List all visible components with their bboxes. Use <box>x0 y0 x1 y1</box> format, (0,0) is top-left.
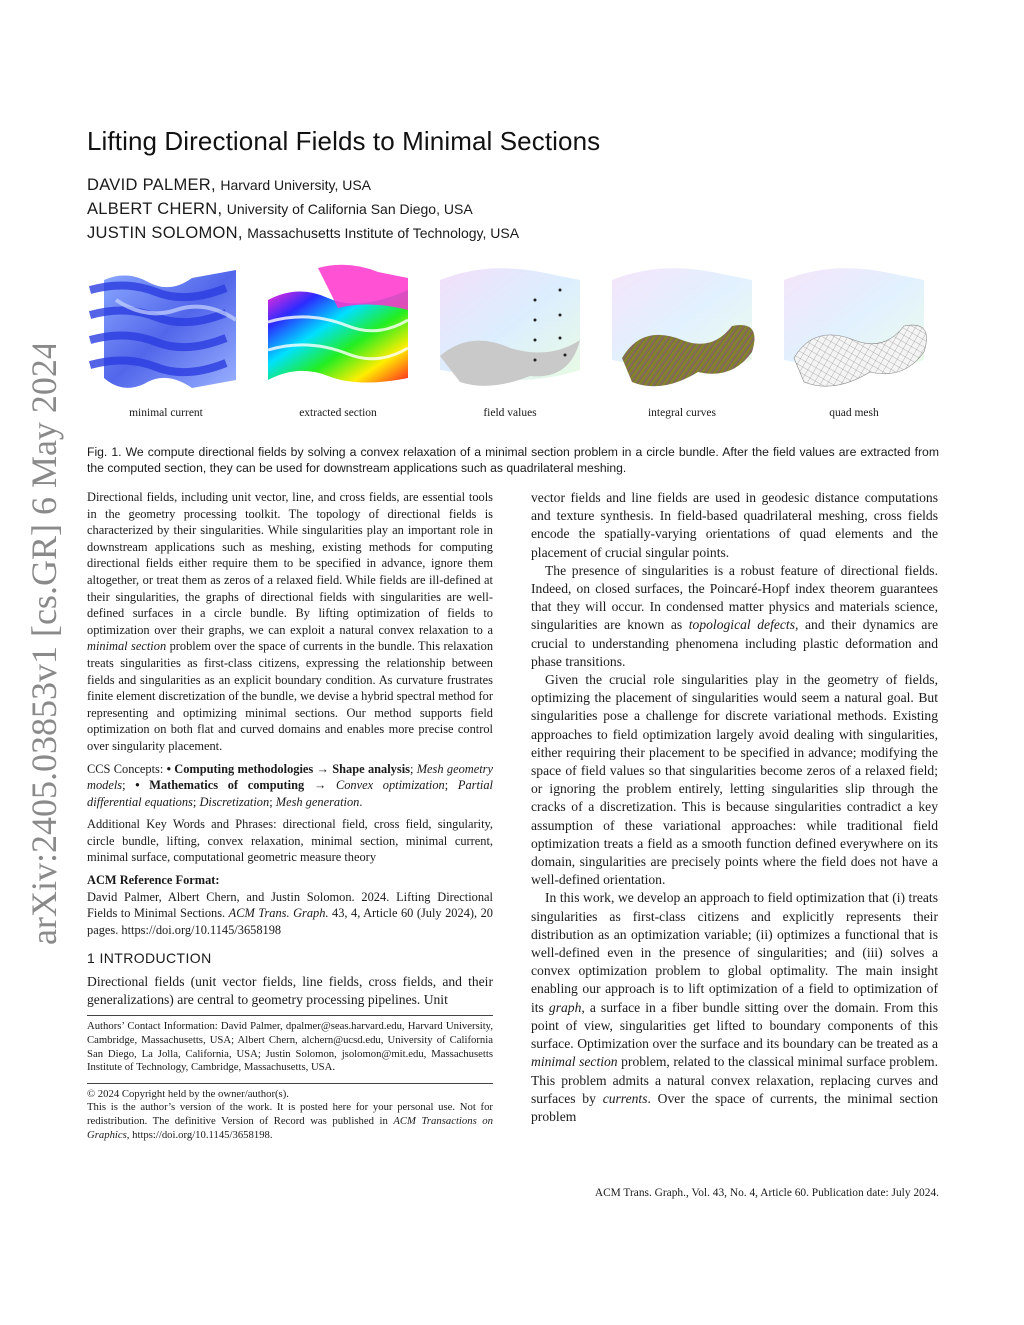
copyright: © 2024 Copyright held by the owner/author(s). <box>87 1087 289 1100</box>
page-footer: ACM Trans. Graph., Vol. 43, No. 4, Article 60. Publication date: July 2024. <box>594 1187 939 1199</box>
body-paragraph <box>531 562 938 671</box>
body-emphasis: minimal section <box>531 1054 618 1070</box>
author-affiliation: Massachusetts Institute of Technology, USA <box>247 225 520 241</box>
minimal-current-image <box>86 260 246 390</box>
author-name: ALBERT CHERN, <box>87 200 223 218</box>
right-column <box>531 489 938 1126</box>
ccs-concepts: CCS Concepts: • Computing methodologies → Shape analysis; Mesh geometry models; • Mathematics of computing → Convex optimization; Partial differential equations; Discretization; Mesh generation. <box>87 761 493 809</box>
ccs-italic: Mesh geometry models <box>87 761 493 793</box>
version-note <box>87 1101 493 1142</box>
body-emphasis: topological defects <box>688 617 796 633</box>
footnote-rule <box>87 1015 493 1016</box>
contact-info: Authors’ Contact Information: David Palmer, dpalmer@seas.harvard.edu, Harvard University, Cambridge, Massachusetts, USA; Albert Chern, alchern@ucsd.edu, University of California San Diego, La Jolla, California, USA; Justin Solomon, jsolomon@mit.edu, Massachusetts Institute of Technology, Cambridge, Massachusetts, USA. <box>87 1020 493 1074</box>
teaser-label-minimal-current: minimal current <box>129 407 203 419</box>
keywords: Additional Key Words and Phrases: directional field, cross field, singularity, circle bundle, lifting, convex relaxation, minimal section, minimal current, minimal surface, computational geometric measure theory <box>87 817 493 865</box>
body-text: The presence of singularities is a robust feature of directional fields. Indeed, on closed surfaces, the Poincaré-Hopf index theorem guarantees that they will occur. In condensed matter physics and materials science, singularities are known as <box>531 562 938 633</box>
arxiv-stamp <box>12 345 72 965</box>
abstract-part: Directional fields, including unit vector, line, and cross fields, are essential tools in the geometry processing toolkit. The topology of directional fields is characterized by their singularities. While singularities play an important role in downstream applications such as meshing, existing methods for computing directional fields either require them to be specified in advance, ignore them altogether, or treat them as zeros of a relaxed field. While fields are ill-defined at their singularities, the graphs of directional fields with singularities are well-defined surfaces in a circle bundle. By lifting optimization of fields to optimization over their graphs, we can exploit a natural convex relaxation to a <box>87 490 493 637</box>
teaser-label-quad-mesh: quad mesh <box>829 407 879 419</box>
acm-reference <box>87 889 493 939</box>
integral-curves-image <box>602 260 762 390</box>
author-name: DAVID PALMER, <box>87 176 216 194</box>
ccs-italic: Partial differential equations <box>87 778 493 809</box>
ccs-italic: Mesh generation <box>275 794 360 809</box>
acm-reference-text: 43, 4, Article 60 (July 2024), 20 pages. https://doi.org/10.1145/3658198 <box>87 906 493 937</box>
body-paragraph <box>531 889 938 1126</box>
body-emphasis: currents <box>602 1090 648 1106</box>
body-emphasis: graph <box>548 999 582 1015</box>
body-text: . Over the space of currents, the minimal section problem <box>531 1090 938 1124</box>
section-heading: 1 INTRODUCTION <box>87 950 212 967</box>
acm-reference-journal: ACM Trans. Graph. <box>228 906 329 921</box>
author-name: JUSTIN SOLOMON, <box>87 224 243 242</box>
author-affiliation: University of California San Diego, USA <box>226 201 473 217</box>
teaser-figure <box>86 260 946 430</box>
body-paragraph: vector fields and line fields are used in geodesic distance computations and texture synthesis. In field-based quadrilateral meshing, cross fields encode the spatially-varying orientations of quad elements and the placement of crucial singular points. <box>531 490 938 560</box>
ccs-italic: Discretization <box>199 794 270 809</box>
acm-reference-text: David Palmer, Albert Chern, and Justin Solomon. 2024. Lifting Directional Fields to Minimal Sections. <box>87 889 493 921</box>
author-line <box>87 176 371 195</box>
teaser-label-field-values: field values <box>483 407 537 419</box>
body-text: , a surface in a fiber bundle sitting over the domain. From this point of view, singularities get lifted to boundary components of this surface. Optimization over the surface and its boundary can be treated as a <box>531 999 938 1052</box>
extracted-section-image <box>258 260 418 390</box>
author-line <box>87 224 519 243</box>
figure-caption: Fig. 1. We compute directional fields by solving a convex relaxation of a minimal section problem in a circle bundle. After the field values are extracted from the computed section, they can be used for downstream applications such as quadrilateral meshing. <box>87 445 939 475</box>
abstract-emphasis: minimal section <box>87 639 167 654</box>
intro-paragraph: Directional fields (unit vector fields, line fields, cross fields, and their generalizations) are central to geometry processing pipelines. Unit <box>87 974 493 1008</box>
paper-title: Lifting Directional Fields to Minimal Sections <box>87 126 601 156</box>
author-line <box>87 200 473 219</box>
body-paragraph: Given the crucial role singularities play in the geometry of fields, optimizing the placement of singularities would seem a natural goal. But singularities pose a challenge for discrete variational methods. Existing approaches to field optimization largely avoid dealing with singularities, either requiring their placement to be specified in advance; modifying the space of field values so that singularities become zeros of a relaxed field; or ignoring the problem entirely, letting singularities slip through the cracks of a discretization. This is because singularities contradict a key assumption of these variational approaches: while traditional field optimization treats a field as a smooth function defined everywhere on its domain, singularities are precisely points where the field does not have a well-defined orientation. <box>531 672 938 888</box>
body-text: In this work, we develop an approach to field optimization that (i) treats singularities as first-class citizens and explicitly represents their distribution as an optimization variable; (ii) optimizes a functional that is well-defined even in the presence of singularities; and (iii) solves a convex optimization problem to global optimality. The main insight enabling our approach is to lift optimization of a field to optimization of its <box>531 890 938 1015</box>
acm-reference-heading: ACM Reference Format: <box>87 873 220 888</box>
ccs-bold: • Computing methodologies → Shape analysis <box>166 761 410 776</box>
version-text: This is the author’s version of the work. It is posted here for your personal use. Not for redistribution. The definitive Version of Record was published in <box>87 1101 493 1127</box>
abstract-part: problem over the space of currents in the bundle. This relaxation treats singularities as first-class citizens, expressing the relationship between fields and singularities as an explicit boundary condition. As curvature frustrates finite element discretization of the bundle, we devise a hybrid spectral method for representing and optimizing minimal sections. Our method supports field optimization on both flat and curved domains and enables more precise control over singularity placement. <box>87 639 494 753</box>
arxiv-id: arXiv:2405.03853v1 [cs.GR] 6 May 2024 <box>24 345 64 945</box>
version-journal: ACM Transactions on Graphics <box>87 1115 493 1141</box>
ccs-italic: Convex optimization <box>335 778 445 793</box>
field-values-image <box>430 260 590 390</box>
left-column <box>87 489 493 1142</box>
quad-mesh-image <box>774 260 934 390</box>
footnote-rule <box>87 1083 493 1084</box>
abstract <box>87 489 493 755</box>
body-text: , and their dynamics are crucial to understanding phenomena including plastic deformation and phase transitions. <box>531 617 939 669</box>
teaser-label-integral-curves: integral curves <box>647 407 716 419</box>
ccs-bold: • Mathematics of computing → <box>135 778 327 793</box>
teaser-label-extracted-section: extracted section <box>299 407 377 419</box>
author-affiliation: Harvard University, USA <box>220 177 372 193</box>
ccs-lead: CCS Concepts: <box>87 761 167 776</box>
arxiv-stamp-svg <box>12 345 72 965</box>
body-text: problem, related to the classical minimal surface problem. This problem admits a natural convex relaxation, replacing curves and surfaces by <box>531 1054 938 1106</box>
version-text: , https://doi.org/10.1145/3658198. <box>126 1128 273 1141</box>
